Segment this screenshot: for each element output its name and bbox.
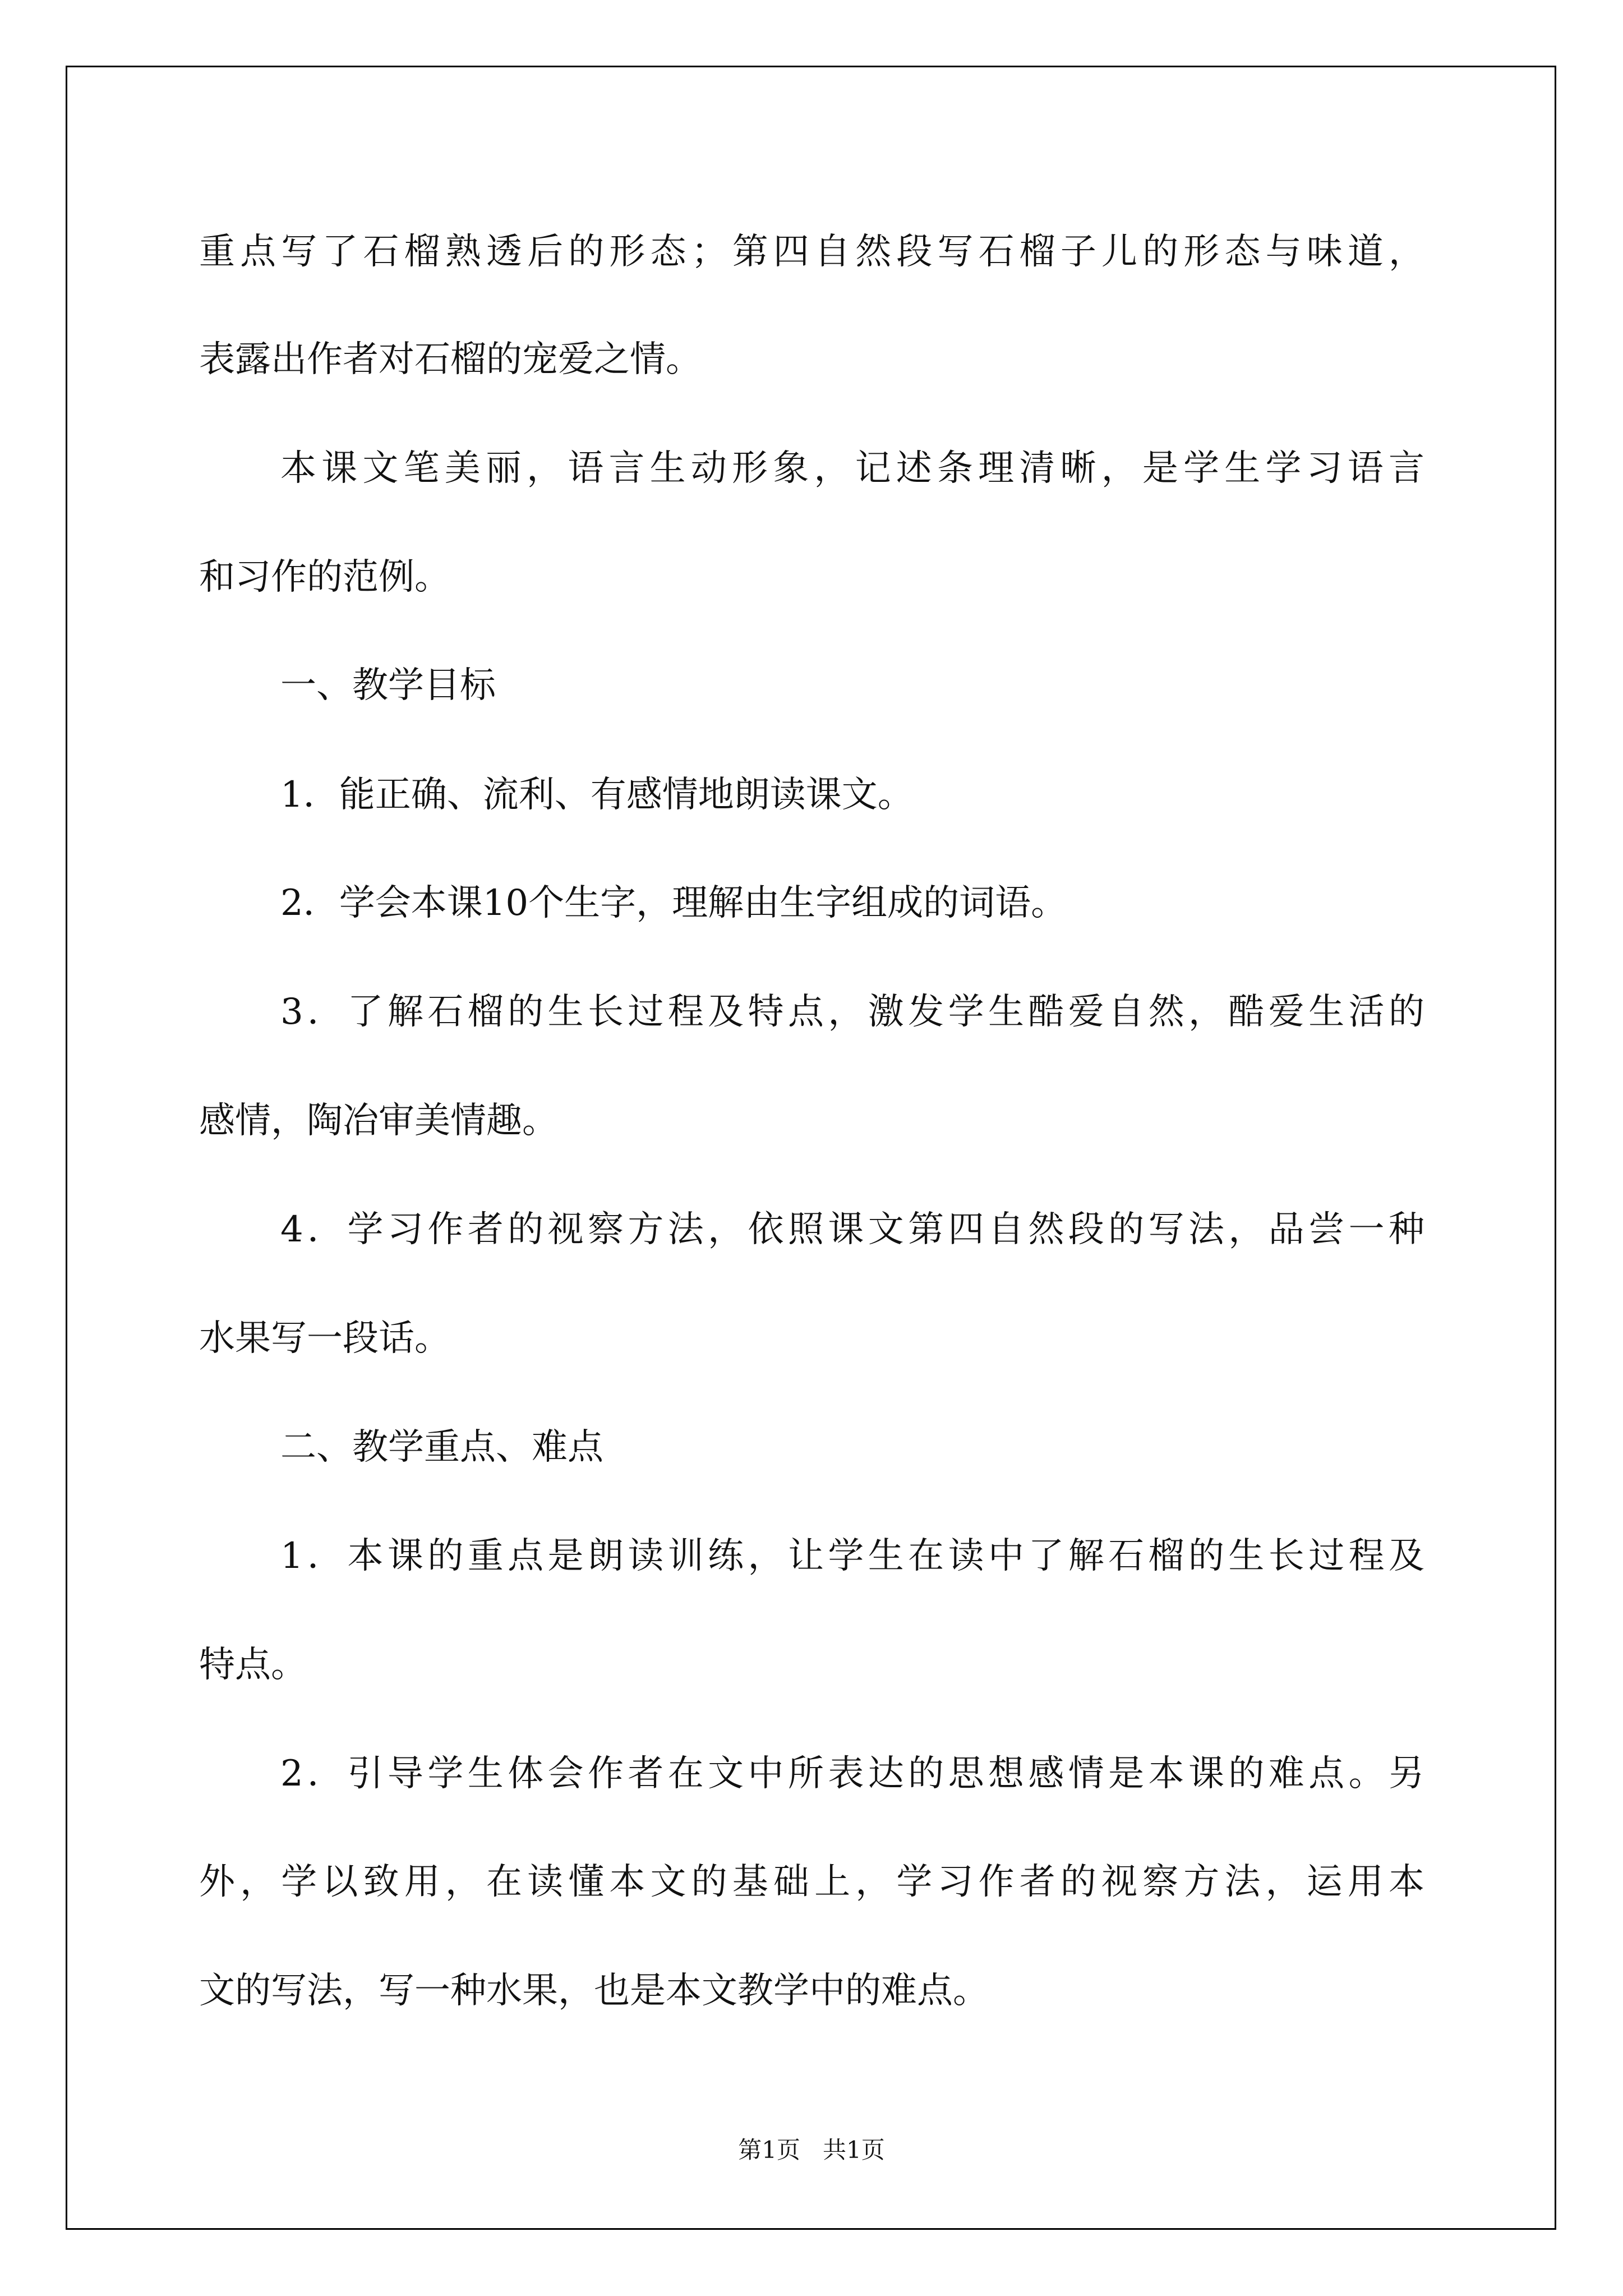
text-line-16: 外，学以致用，在读懂本文的基础上，学习作者的视察方法，运用本 <box>199 1861 1424 1903</box>
text-line-17: 文的写法，写一种水果，也是本文教学中的难点。 <box>199 1970 989 2012</box>
text-line-8: 3．了解石榴的生长过程及特点，激发学生酷爱自然，酷爱生活的 <box>280 991 1424 1033</box>
text-line-3: 本课文笔美丽，语言生动形象，记述条理清晰，是学生学习语言 <box>280 448 1424 489</box>
section-heading-objectives: 一、教学目标 <box>280 665 496 706</box>
text-line-15: 2．引导学生体会作者在文中所表达的思想感情是本课的难点。另 <box>280 1753 1424 1795</box>
text-line-2: 表露出作者对石榴的宠爱之情。 <box>199 339 702 380</box>
text-line-4: 和习作的范例。 <box>199 556 450 598</box>
text-line-14: 特点。 <box>199 1644 307 1686</box>
page-footer <box>0 2138 1623 2162</box>
page-number: 第1页 <box>738 2136 800 2164</box>
text-line-6: 1．能正确、流利、有感情地朗读课文。 <box>280 774 914 816</box>
page-total: 共1页 <box>823 2136 885 2164</box>
text-line-7: 2．学会本课10个生字，理解由生字组成的词语。 <box>280 882 1067 924</box>
text-line-10: 4．学习作者的视察方法，依照课文第四自然段的写法，品尝一种 <box>280 1209 1424 1250</box>
text-line-9: 感情，陶冶审美情趣。 <box>199 1100 558 1142</box>
text-line-1: 重点写了石榴熟透后的形态；第四自然段写石榴子儿的形态与味道， <box>199 231 1424 273</box>
text-line-13: 1．本课的重点是朗读训练，让学生在读中了解石榴的生长过程及 <box>280 1535 1424 1577</box>
page-frame <box>66 66 1556 2230</box>
text-line-11: 水果写一段话。 <box>199 1318 450 1359</box>
section-heading-key-points: 二、教学重点、难点 <box>280 1427 603 1468</box>
